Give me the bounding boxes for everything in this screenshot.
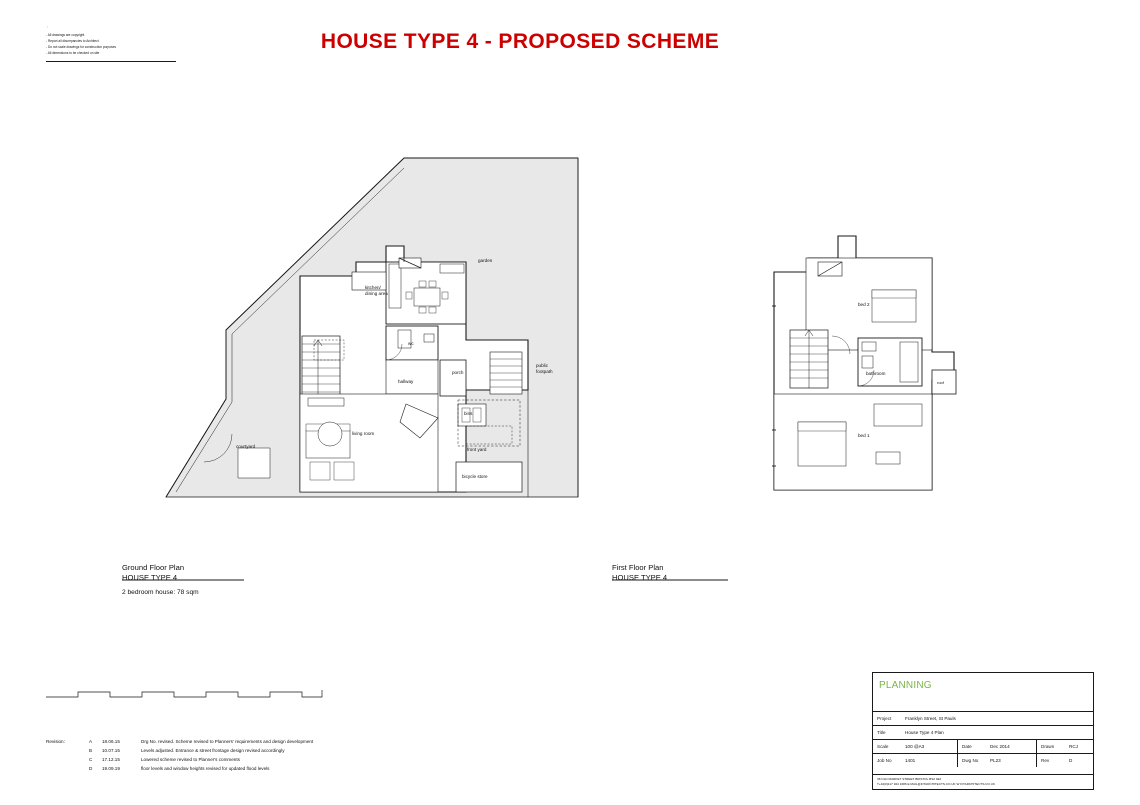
table-row — [46, 765, 316, 774]
dwg-no-value: PL23 — [990, 758, 1001, 763]
revision-date: 18.06.15 — [102, 739, 120, 744]
revision-text: Levels adjusted. Entrance & street frontage design revised accordingly — [141, 747, 285, 753]
caption-line-2: HOUSE TYPE 4 — [612, 573, 668, 582]
sheet-title: HOUSE TYPE 4 - PROPOSED SCHEME — [320, 30, 720, 53]
revision-ref: B — [89, 747, 93, 753]
room-label-bicycle-store: bicycle store — [462, 474, 488, 479]
title-block-rows — [873, 711, 1093, 767]
title-block-row-scale — [873, 739, 1093, 753]
drawing-title-value: House Type 4 Plan — [905, 730, 944, 735]
drawn-key: Drawn — [1041, 744, 1055, 749]
revision-ref: A — [89, 739, 93, 744]
table-row — [46, 738, 316, 747]
revision-date: 19.09.19 — [102, 765, 120, 771]
revision-label: Revision: — [46, 739, 65, 744]
job-no-key: Job No — [877, 758, 892, 763]
room-label-living-room: living room — [352, 431, 375, 436]
revision-ref: D — [89, 765, 93, 771]
room-label-bed-1: bed 1 — [858, 433, 870, 438]
revision-text: Drg No. revised. Scheme revised to Planners' requirements and design development — [141, 739, 314, 744]
revision-block — [46, 738, 316, 774]
title-block-row-title — [873, 725, 1093, 739]
caption-area: 2 bedroom house: 78 sqm — [122, 589, 199, 596]
rev-key: Rev — [1041, 758, 1050, 763]
room-label-front-yard: front yard — [467, 447, 487, 452]
note-line: - All dimensions to be checked on site — [46, 51, 100, 56]
rev-value: D — [1069, 758, 1073, 763]
room-label-courtyard: courtyard — [236, 444, 256, 449]
room-label-garden: garden — [478, 258, 493, 263]
ground-floor-caption — [122, 563, 199, 596]
title-block-row-job — [873, 753, 1093, 767]
room-label-kitchen: kitchen/ dining area — [365, 285, 388, 296]
revision-date: 17.12.15 — [102, 756, 120, 762]
revision-ref: C — [89, 756, 93, 762]
room-label-bathroom: bathroom — [866, 371, 886, 376]
revision-text: floor levels and window heights revised for updated flood levels — [141, 765, 270, 771]
practice-contact: T+44(0)117 944 1686 E MAIL@FITARCHITECTS.CO.UK W FITARCHITECTS.CO.UK — [877, 782, 996, 787]
drawing-title-key: Title — [877, 730, 886, 735]
date-key: Date — [962, 744, 972, 749]
scale-value: 100 @A3 — [905, 744, 925, 749]
first-floor-caption — [612, 563, 667, 582]
sheet-corner-mark: ' — [47, 25, 48, 30]
table-row — [46, 756, 316, 765]
room-label-bins: bins — [464, 411, 473, 416]
dwg-no-key: Dwg No — [962, 758, 979, 763]
room-label-porch: porch — [452, 370, 464, 375]
scale-key: Scale — [877, 744, 889, 749]
revision-text: Lowered scheme revised to Planner's comments — [141, 756, 240, 762]
job-no-value: 1401 — [905, 758, 916, 763]
site-label-public-footpath: public footpath — [536, 363, 553, 374]
room-label-bed-2: bed 2 — [858, 302, 870, 307]
note-line: - All drawings are copyright — [46, 33, 85, 37]
practice-details — [873, 774, 1093, 789]
caption-line-2: HOUSE TYPE 4 — [122, 573, 178, 582]
note-line: - Report all discrepancies to Architect — [46, 39, 99, 44]
planning-stamp: PLANNING — [879, 680, 932, 691]
caption-line-1: First Floor Plan — [612, 563, 664, 572]
table-row — [46, 747, 316, 756]
caption-line-1: Ground Floor Plan — [122, 563, 185, 572]
revision-date: 10.07.15 — [102, 747, 120, 753]
date-value: Dec 2014 — [990, 744, 1010, 749]
title-block — [872, 672, 1094, 790]
project-key: Project — [877, 716, 892, 721]
note-line: - Do not scale drawings for construction purposes — [46, 45, 116, 50]
room-label-hallway: hallway — [398, 379, 414, 384]
room-label-roof: roof — [937, 380, 944, 385]
room-label-wc: wc — [408, 341, 414, 346]
practice-address: 38 OLD MARKET STREET BRISTOL BS2 0EJ — [877, 777, 942, 782]
drawn-value: RCJ — [1069, 744, 1078, 749]
project-value: Franklyn Street, St Pauls — [905, 716, 956, 721]
title-block-row-project — [873, 711, 1093, 725]
